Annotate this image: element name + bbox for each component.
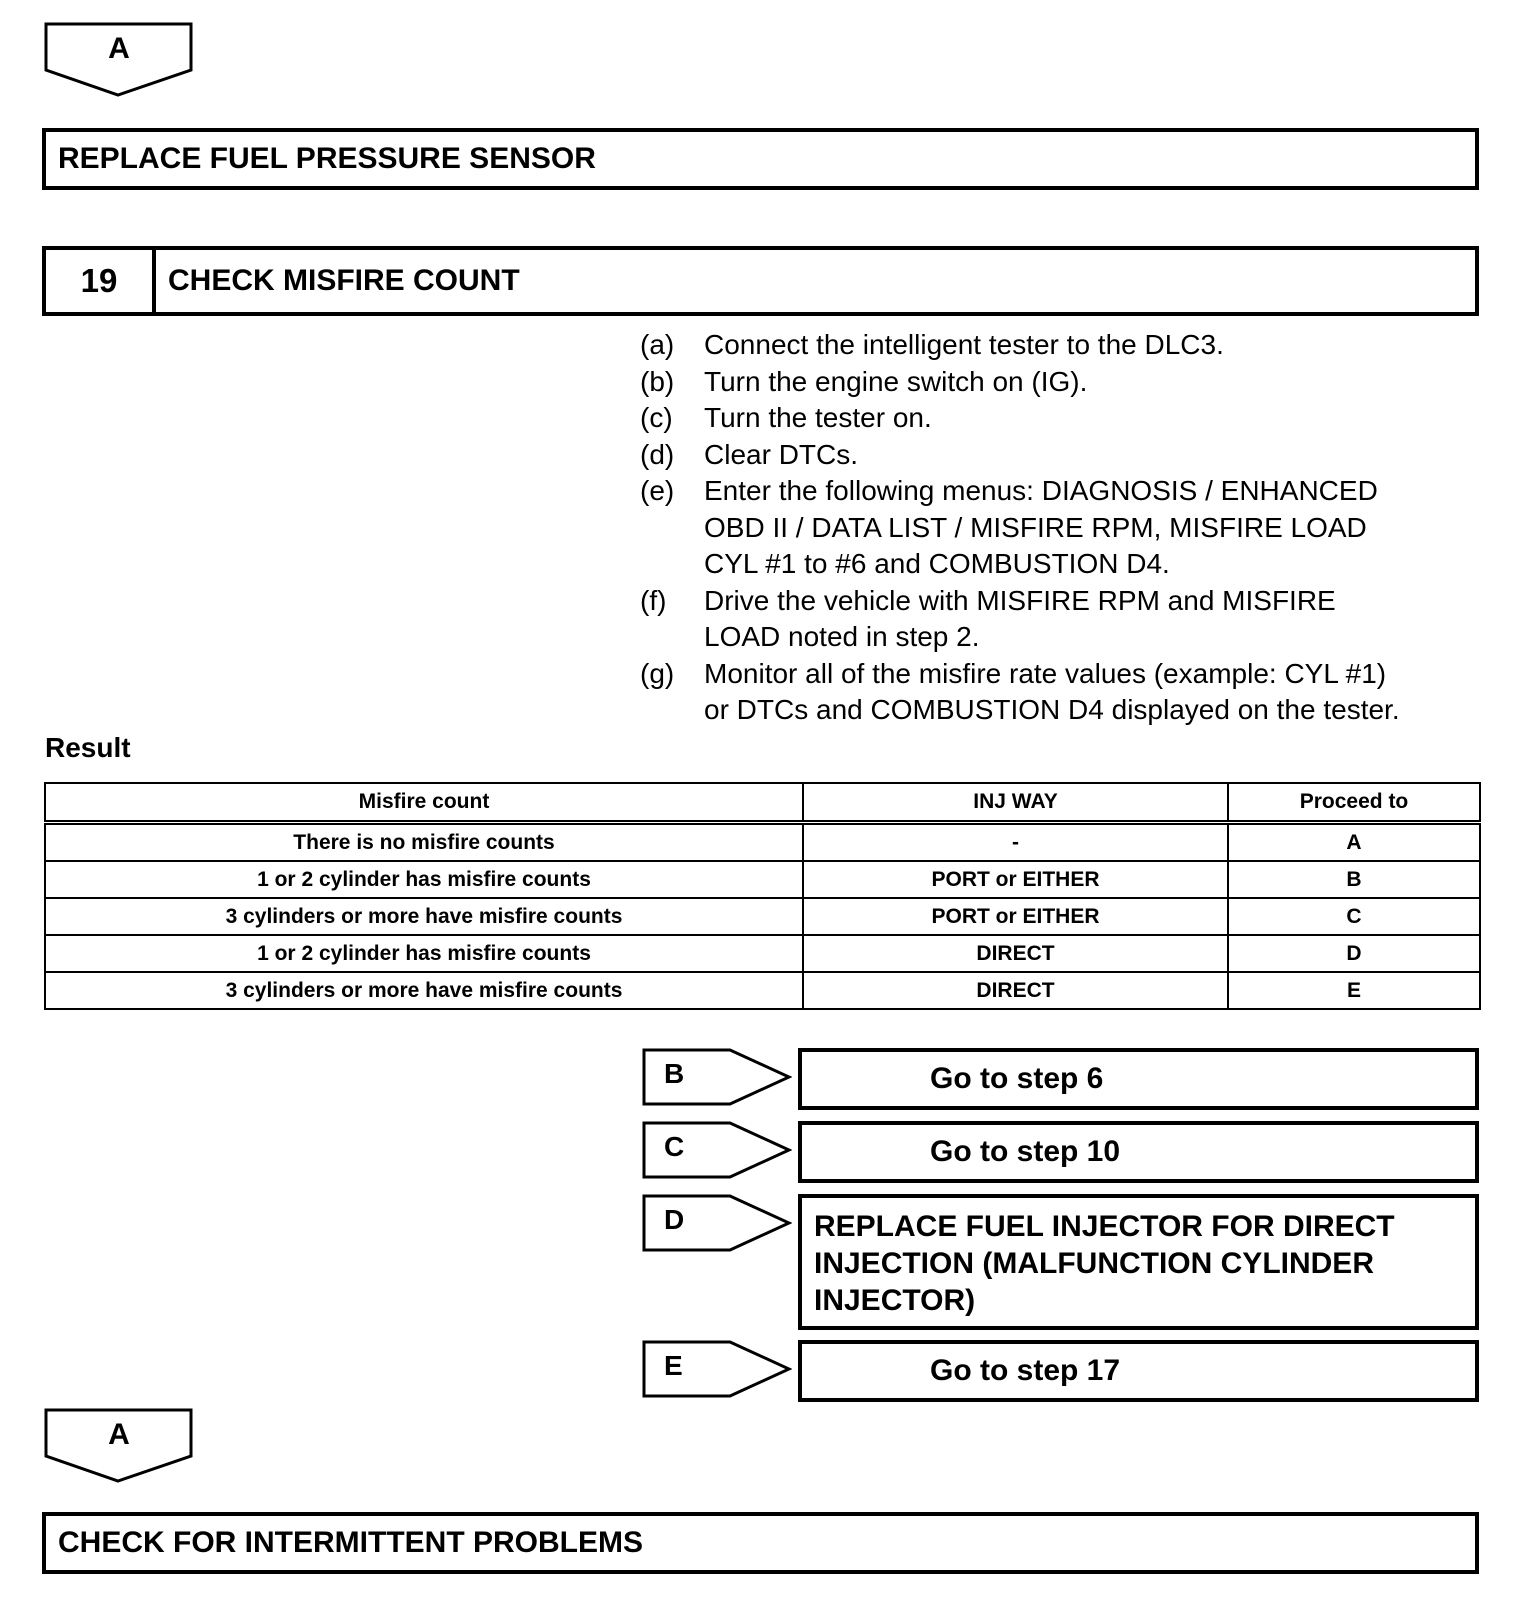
cell-misfire-count: 1 or 2 cylinder has misfire counts [45, 861, 803, 898]
instruction-line: Enter the following menus: DIAGNOSIS / ENHANCED [704, 475, 1378, 506]
cell-misfire-count: 3 cylinders or more have misfire counts [45, 898, 803, 935]
instruction-item [640, 583, 1490, 656]
instruction-key: (b) [640, 365, 675, 397]
branch-box-e [798, 1340, 1479, 1402]
instruction-item [640, 327, 1490, 364]
cell-proceed-to: E [1228, 972, 1480, 1009]
table-row [45, 972, 1480, 1009]
branch-text-line: INJECTION (MALFUNCTION CYLINDER [814, 1247, 1374, 1280]
branch-text: Go to step 10 [930, 1135, 1121, 1168]
tag-e [642, 1340, 792, 1400]
tag-label: A [108, 1418, 130, 1451]
step-number: 19 [46, 250, 156, 312]
cell-proceed-to: A [1228, 823, 1480, 862]
tag-label: D [664, 1204, 685, 1235]
table-row [45, 823, 1480, 862]
instruction-item [640, 656, 1490, 729]
instruction-line: LOAD noted in step 2. [704, 621, 980, 652]
instruction-item [640, 364, 1490, 401]
cell-inj-way: DIRECT [803, 935, 1228, 972]
instruction-item [640, 400, 1490, 437]
instruction-line: Drive the vehicle with MISFIRE RPM and MISFIRE [704, 584, 1336, 616]
header-misfire-count: Misfire count [45, 783, 803, 823]
cell-proceed-to: D [1228, 935, 1480, 972]
branch-box-b [798, 1048, 1479, 1110]
instruction-text [704, 327, 1490, 364]
instruction-text [704, 400, 1490, 437]
result-table [44, 782, 1481, 1010]
branch-text-line: REPLACE FUEL INJECTOR FOR DIRECT [814, 1210, 1395, 1243]
instruction-key: (c) [640, 402, 673, 433]
instruction-line: Monitor all of the misfire rate values (example: CYL #1) [704, 657, 1387, 689]
header-proceed-to: Proceed to [1228, 783, 1480, 823]
tag-label: E [664, 1350, 683, 1381]
instruction-line: Turn the engine switch on (IG). [704, 365, 1088, 397]
instruction-key: (f) [640, 584, 667, 616]
instruction-line: or DTCs and COMBUSTION D4 displayed on the tester. [704, 694, 1400, 725]
bottom-action-box [42, 1512, 1479, 1574]
cell-inj-way: PORT or EITHER [803, 898, 1228, 935]
instruction-text [704, 364, 1490, 401]
instruction-line: OBD II / DATA LIST / MISFIRE RPM, MISFIRE LOAD [704, 511, 1367, 543]
instruction-line: CYL #1 to #6 and COMBUSTION D4. [704, 548, 1170, 579]
tag-d [642, 1194, 792, 1254]
branch-box-c [798, 1121, 1479, 1183]
branch-text: Go to step 6 [930, 1062, 1104, 1095]
instruction-text [704, 583, 1490, 656]
cell-proceed-to: C [1228, 898, 1480, 935]
table-row [45, 861, 1480, 898]
instruction-item [640, 437, 1490, 474]
cell-proceed-to: B [1228, 861, 1480, 898]
instruction-line: Turn the tester on. [704, 402, 932, 433]
tag-label: B [664, 1058, 685, 1089]
tag-a-top [44, 22, 194, 98]
tag-label: C [664, 1131, 685, 1162]
instruction-text [704, 473, 1490, 583]
branch-text-line: INJECTOR) [814, 1284, 976, 1317]
branch-box-d [798, 1194, 1479, 1330]
tag-label: A [108, 32, 130, 65]
instruction-key: (a) [640, 329, 675, 360]
table-row [45, 898, 1480, 935]
instruction-key: (d) [640, 438, 675, 470]
table-header-row [45, 783, 1480, 823]
tag-a-bottom [44, 1408, 194, 1484]
tag-b [642, 1048, 792, 1108]
cell-inj-way: - [803, 823, 1228, 862]
instruction-text [704, 437, 1490, 474]
instruction-item [640, 473, 1490, 583]
instruction-list [640, 327, 1490, 729]
cell-misfire-count: There is no misfire counts [45, 823, 803, 862]
tag-c [642, 1121, 792, 1181]
branch-text: Go to step 17 [930, 1354, 1121, 1387]
top-action-text: REPLACE FUEL PRESSURE SENSOR [58, 142, 596, 175]
instruction-line: Clear DTCs. [704, 438, 859, 470]
cell-inj-way: DIRECT [803, 972, 1228, 1009]
table-row [45, 935, 1480, 972]
instruction-key: (g) [640, 657, 675, 689]
top-action-box [42, 128, 1479, 190]
step-header [42, 246, 1479, 316]
bottom-action-text: CHECK FOR INTERMITTENT PROBLEMS [58, 1526, 643, 1559]
instruction-key: (e) [640, 475, 675, 506]
header-inj-way: INJ WAY [803, 783, 1228, 823]
cell-inj-way: PORT or EITHER [803, 861, 1228, 898]
cell-misfire-count: 1 or 2 cylinder has misfire counts [45, 935, 803, 972]
instruction-text [704, 656, 1490, 729]
step-title: CHECK MISFIRE COUNT [168, 264, 520, 297]
cell-misfire-count: 3 cylinders or more have misfire counts [45, 972, 803, 1009]
result-label: Result [45, 732, 131, 763]
instruction-line: Connect the intelligent tester to the DLC3. [704, 329, 1224, 360]
